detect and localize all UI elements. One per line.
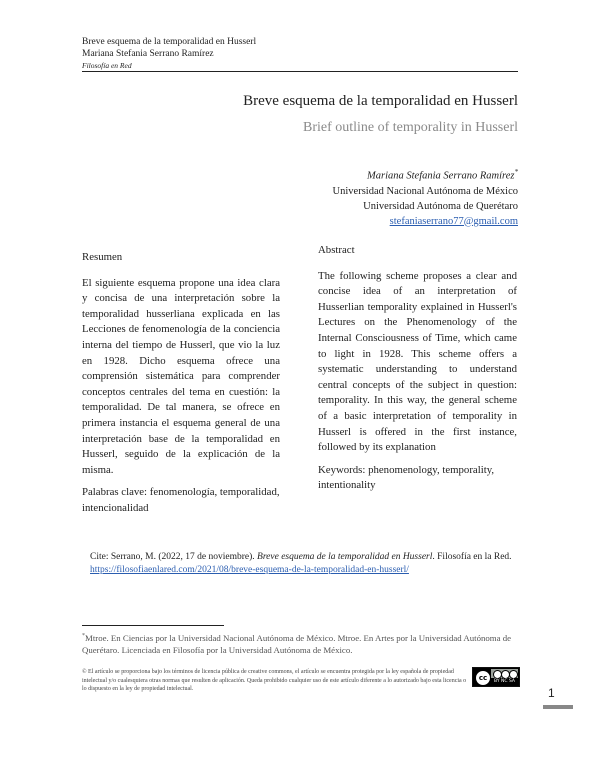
page-number-bar [543,705,573,709]
abstract-text: The following scheme proposes a clear and concise idea of an interpretation of Husserlian temporality explained in Husserl's Lectures on the Phenomenology of the Internal Consciousness of Time, which came to light in 1928. This scheme offers a systematic understanding to understand central concepts of the subject in question: temporality. In this way, the general scheme of a basic interpretation of temporality in Husserl is offered in the first instance, followed by its explanation [318,269,517,454]
header-author: Mariana Stefania Serrano Ramírez [82,48,214,59]
header-rule [82,71,518,72]
citation-link[interactable]: https://filosofiaenlared.com/2021/08/breve-esquema-de-la-temporalidad-en-husserl/ [90,565,409,575]
footnote-marker: * [82,633,85,639]
resumen-text: El siguiente esquema propone una idea clara y concisa de una interpretación sobre la temporalidad husserliana explicada en las Lecciones de fenomenología de la conciencia interna del tiempo de Husserl, que vio la luz en 1928. Dicho esquema ofrece una comprensión sistemática para comprender conceptos centrales del tema en cuestión: la temporalidad. De tal manera, se ofrece en primera instancia el esquema general de una interpretación base de la temporalidad en Husserl, seguido de la explicación de la misma. [82,276,280,476]
cc-logo-icon: cc [475,670,491,686]
header-title: Breve esquema de la temporalidad en Husserl [82,37,257,47]
resumen-heading: Resumen [82,251,123,263]
page-number: 1 [548,686,555,700]
paper-subtitle: Brief outline of temporality in Husserl [302,120,518,135]
footnote [82,630,518,656]
author-affiliation-2: Universidad Autónoma de Querétaro [363,200,518,212]
paper-title: Breve esquema de la temporalidad en Husserl [243,93,518,109]
author-affiliation-1: Universidad Nacional Autónoma de México [332,185,518,197]
license-text: © El artículo se proporciona bajo los términos de licencia pública de creative commons, el artículo se encuentra protegida por la ley española de propiedad intelectual y/o cualesquiera otras normas que resulten de aplicación. Queda prohibido cualquier uso de este artículo diferente a lo autorizado bajo esta licencia o lo dispuesto en la ley de propiedad intelectual. [82,669,467,692]
resumen-section [82,250,280,517]
citation-prefix: Cite: Serrano, M. (2022, 17 de noviembre). [90,552,258,562]
running-header [82,37,256,72]
citation-title: Breve esquema de la temporalidad en Husserl [257,552,433,562]
footnote-rule [82,625,224,626]
cc-license-badge[interactable] [472,667,520,687]
abstract-heading: Abstract [318,244,355,256]
footnote-text: Mtroe. En Ciencias por la Universidad Nacional Autónoma de México. Mtroe. En Artes por la Universidad Autónoma de Querétaro. Licenciada en Filosofía por la Universidad Autónoma de México. [82,632,512,655]
cc-badge-label: BY NC SA [494,679,515,684]
citation-block [90,551,520,577]
abstract-keywords: Keywords: phenomenology, temporality, intentionality [318,463,495,492]
header-journal: Filosofía en Red [82,61,132,70]
author-name [333,165,518,184]
abstract-section [318,243,517,494]
resumen-keywords: Palabras clave: fenomenología, temporalidad, intencionalidad [82,486,280,514]
author-footnote-marker[interactable]: * [514,168,518,176]
author-name-text: Mariana Stefania Serrano Ramírez [367,170,515,182]
author-block [333,165,518,229]
citation-suffix: . Filosofía en la Red. [432,552,512,562]
author-email-link[interactable]: stefaniaserrano77@gmail.com [389,215,518,227]
